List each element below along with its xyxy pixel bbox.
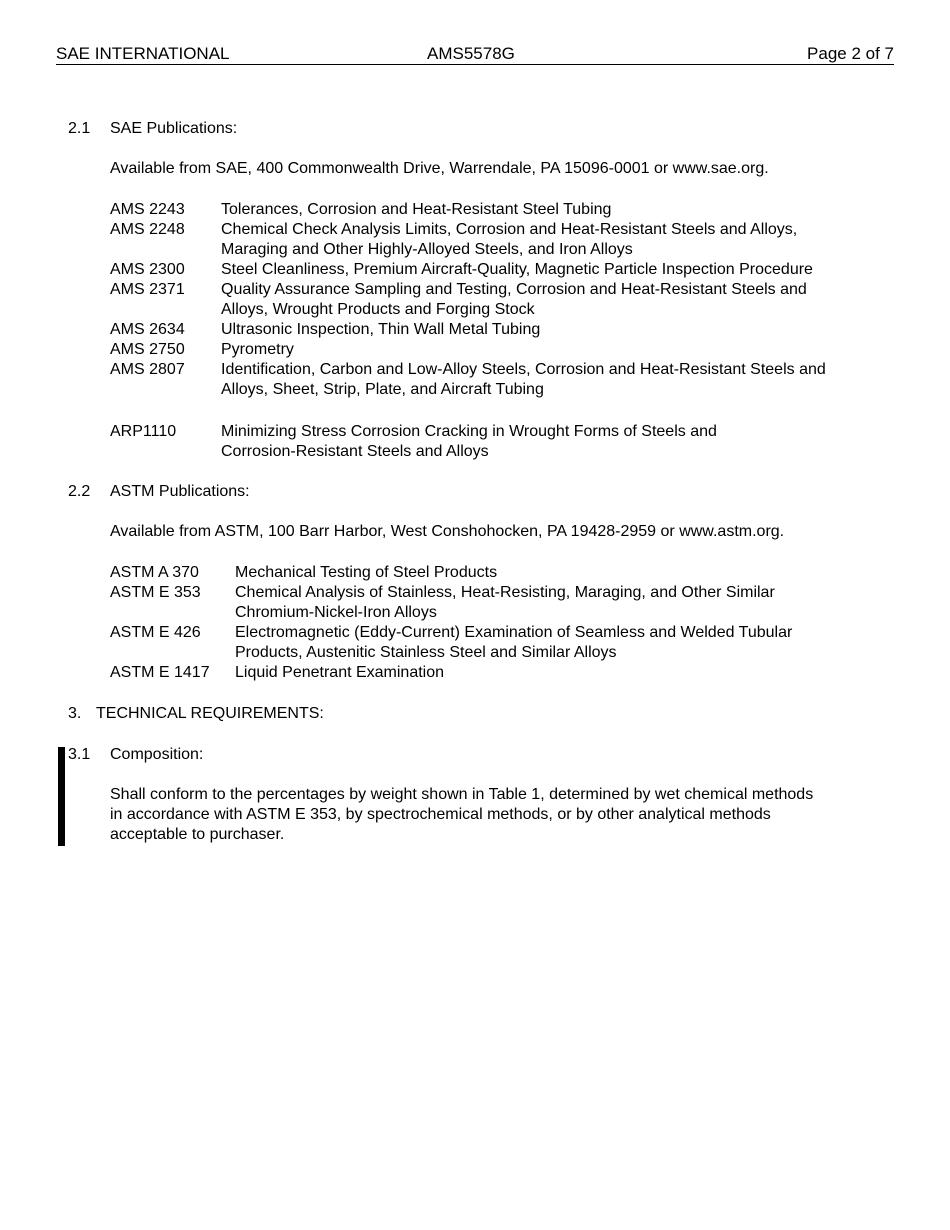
reference-item (110, 200, 880, 220)
reference-code: ASTM E 1417 (110, 664, 210, 681)
section-2-1-title: SAE Publications: (110, 120, 238, 137)
section-2-2-title: ASTM Publications: (110, 483, 250, 500)
revision-change-bar (58, 747, 65, 846)
header-document-number: AMS5578G (427, 44, 515, 63)
header-organization: SAE INTERNATIONAL (56, 44, 230, 63)
page-header (56, 44, 894, 65)
reference-title: Pyrometry (221, 341, 294, 358)
reference-item (110, 583, 880, 623)
reference-code: AMS 2750 (110, 341, 185, 358)
reference-title: Liquid Penetrant Examination (235, 664, 445, 681)
reference-code: ARP1110 (110, 423, 177, 440)
reference-title: Chemical Analysis of Stainless, Heat-Resisting, Maraging, and Other Similar Chromium-Nickel-Iron Alloys (235, 584, 775, 621)
section-2-2-number: 2.2 (68, 483, 91, 500)
reference-title: Steel Cleanliness, Premium Aircraft-Quality, Magnetic Particle Inspection Procedure (221, 261, 813, 278)
section-3-number: 3. (68, 705, 82, 722)
reference-item (110, 663, 880, 683)
reference-item (110, 422, 880, 462)
reference-title: Identification, Carbon and Low-Alloy Steels, Corrosion and Heat-Resistant Steels and Alloys, Sheet, Strip, Plate, and Aircraft Tubing (221, 361, 826, 398)
header-page-number: Page 2 of 7 (807, 44, 894, 63)
reference-code: AMS 2243 (110, 201, 185, 218)
reference-title: Tolerances, Corrosion and Heat-Resistant Steel Tubing (221, 201, 612, 218)
reference-title: Quality Assurance Sampling and Testing, Corrosion and Heat-Resistant Steels and Alloys, Wrought Products and Forging Stock (221, 281, 807, 318)
arp-reference-list (110, 422, 880, 462)
reference-title: Ultrasonic Inspection, Thin Wall Metal Tubing (221, 321, 541, 338)
reference-item (110, 260, 880, 280)
reference-code: AMS 2248 (110, 221, 185, 238)
reference-title: Electromagnetic (Eddy-Current) Examination of Seamless and Welded Tubular Products, Austenitic Stainless Steel and Similar Alloys (235, 624, 793, 661)
section-3-1-body: Shall conform to the percentages by weight shown in Table 1, determined by wet chemical methods in accordance with ASTM E 353, by spectrochemical methods, or by other analytical methods acceptable to purchaser. (110, 786, 814, 843)
section-3-1-title: Composition: (110, 746, 204, 763)
reference-code: ASTM A 370 (110, 564, 199, 581)
section-2-1-number: 2.1 (68, 120, 91, 137)
reference-item (110, 320, 880, 340)
reference-code: ASTM E 426 (110, 624, 201, 641)
reference-code: AMS 2300 (110, 261, 185, 278)
astm-reference-list (110, 563, 880, 683)
reference-item (110, 563, 880, 583)
reference-title: Mechanical Testing of Steel Products (235, 564, 498, 581)
section-3-1-number: 3.1 (68, 746, 91, 763)
reference-title: Chemical Check Analysis Limits, Corrosion and Heat-Resistant Steels and Alloys, Maraging and Other Highly-Alloyed Steels, and Iron Alloys (221, 221, 798, 258)
reference-code: ASTM E 353 (110, 584, 201, 601)
reference-code: AMS 2807 (110, 361, 185, 378)
reference-title: Minimizing Stress Corrosion Cracking in Wrought Forms of Steels and Corrosion-Resistant Steels and Alloys (221, 423, 717, 460)
sae-reference-list (110, 200, 880, 400)
reference-item (110, 623, 880, 663)
reference-item (110, 220, 880, 260)
section-2-1-availability: Available from SAE, 400 Commonwealth Drive, Warrendale, PA 15096-0001 or www.sae.org. (110, 160, 769, 177)
reference-item (110, 280, 880, 320)
reference-code: AMS 2371 (110, 281, 185, 298)
section-2-2-availability: Available from ASTM, 100 Barr Harbor, West Conshohocken, PA 19428-2959 or www.astm.org. (110, 523, 785, 540)
reference-item (110, 340, 880, 360)
reference-item (110, 360, 880, 400)
reference-code: AMS 2634 (110, 321, 185, 338)
section-3-title: TECHNICAL REQUIREMENTS: (96, 705, 324, 722)
